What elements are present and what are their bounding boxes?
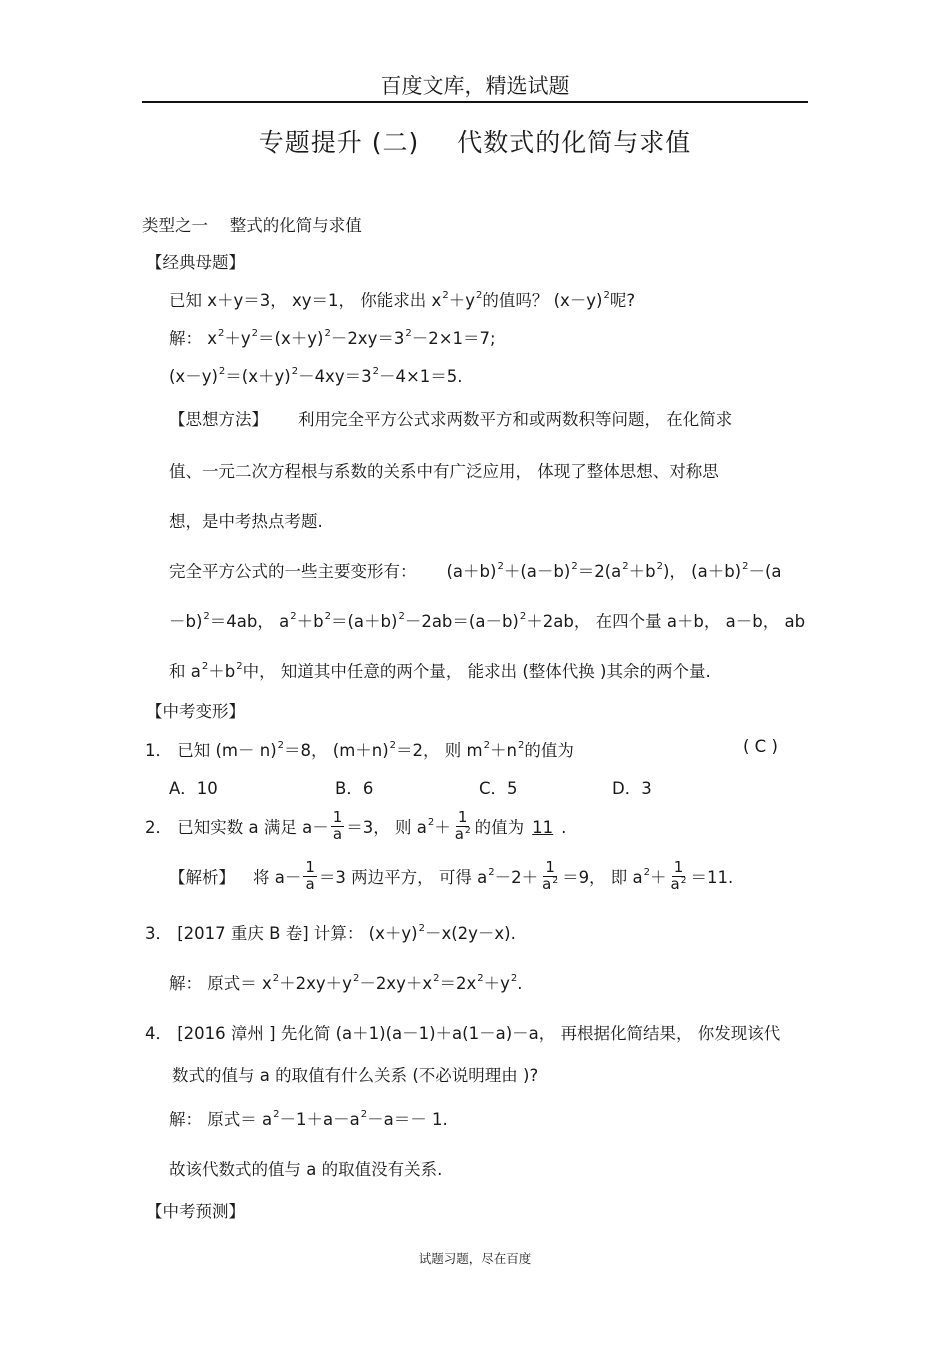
q1-option-a: A．10 [169,779,218,798]
q1-option-c: C．5 [479,779,518,798]
fraction: $\frac{1}{a}$ [332,808,343,843]
question-1-answer: ( C ) [743,737,778,756]
q2-answer-blank: 11 [532,817,554,837]
header-rule [142,101,808,103]
title-part2: 代数式的化简与求值 [457,128,692,157]
zhongkao-variant-label: 【中考变形】 [146,702,245,721]
method-line-3: 想，是中考热点考题. [169,512,323,531]
fraction: $\frac{1}{a}$ [305,858,315,893]
classic-label: 【经典母题】 [146,253,245,272]
q1-option-b: B．6 [335,779,374,798]
fraction: $\frac{1}{a^2}$ [454,808,471,843]
variants-line-1: 完全平方公式的一些主要变形有： $(a+b)^2+(a-b)^2=2(a^2+b^2)$， $(a+b)^2-(a$ [169,561,782,581]
q1-option-d: D．3 [612,779,652,798]
question-3: 3． [2017 重庆 B 卷] 计算： $(x+y)^2-x(2y-x)$. [145,923,516,943]
classic-problem: 已知 x＋y＝3， xy＝1， 你能求出 $x^2+y^2$的值吗？ $(x-y)^2$呢? [169,290,636,310]
classic-solution-2: $(x-y)^2=(x+y)^2-4xy=3^2-4\times 1=5$. [169,366,463,386]
page-footer: 试题习题，尽在百度 [418,1251,532,1266]
question-2: 2． 已知实数 a 满足 a－ $\frac{1}{a}$ ＝3， 则 $a^2+$ $\frac{1}{a^2}$ 的值为 11 . [145,808,567,843]
variants-line-2: －b)$^2$＝4ab， $a^2+b^2=(a+b)^2-2ab=(a-b)^2+2ab$， 在四个量 a＋b， a－b， ab [169,611,806,631]
title-part1: 专题提升 (二) [258,128,420,157]
question-4-solution: 解： 原式＝ $a^2-1+a-a^2-a=- 1$. [169,1109,448,1129]
question-1: 1． 已知 $(m- n)^2=8$， $(m+n)^2=2$， 则 $m^2+n^2$的值为 [145,740,574,760]
question-4-conclusion: 故该代数式的值与 a 的取值没有关系. [169,1160,443,1179]
question-4-line-2: 数式的值与 a 的取值有什么关系 (不必说明理由 )? [172,1066,539,1085]
method-label: 【思想方法】 [169,410,268,429]
classic-solution-1: 解： $x^2+y^2=(x+y)^2-2xy=3^2-2\times 1=7$; [169,328,496,348]
method-line-1: 【思想方法】 利用完全平方公式求两数平方和或两数积等问题， 在化简求 [169,410,733,429]
question-2-analysis: 【解析】 将 a－ $\frac{1}{a}$ ＝3 两边平方， 可得 $a^2-2+$ $\frac{1}{a^2}$ ＝9， 即 $a^2+$ $\frac{1}{a^2}$ ＝11. [169,858,734,893]
page-title [0,123,950,159]
section-heading: 类型之一 整式的化简与求值 [142,216,362,235]
fraction: $\frac{1}{a^2}$ [542,858,559,893]
question-4-line-1: 4． [2016 漳州 ] 先化简 (a＋1)(a－1)＋a(1－a)－a， 再根据化简结果， 你发现该代 [145,1024,781,1043]
zhongkao-forecast-label: 【中考预测】 [146,1202,245,1221]
analysis-label: 【解析】 [169,867,235,887]
method-line-2: 值、一元二次方程根与系数的关系中有广泛应用， 体现了整体思想、对称思 [169,462,719,481]
page-header: 百度文库，精选试题 [380,74,570,98]
question-3-solution: 解： 原式＝ $x^2+2xy+y^2-2xy+x^2=2x^2+y^2$. [169,973,523,993]
fraction: $\frac{1}{a^2}$ [670,858,687,893]
variants-line-3: 和 $a^2+b^2$中， 知道其中任意的两个量， 能求出 (整体代换 )其余的两个量. [169,661,711,681]
